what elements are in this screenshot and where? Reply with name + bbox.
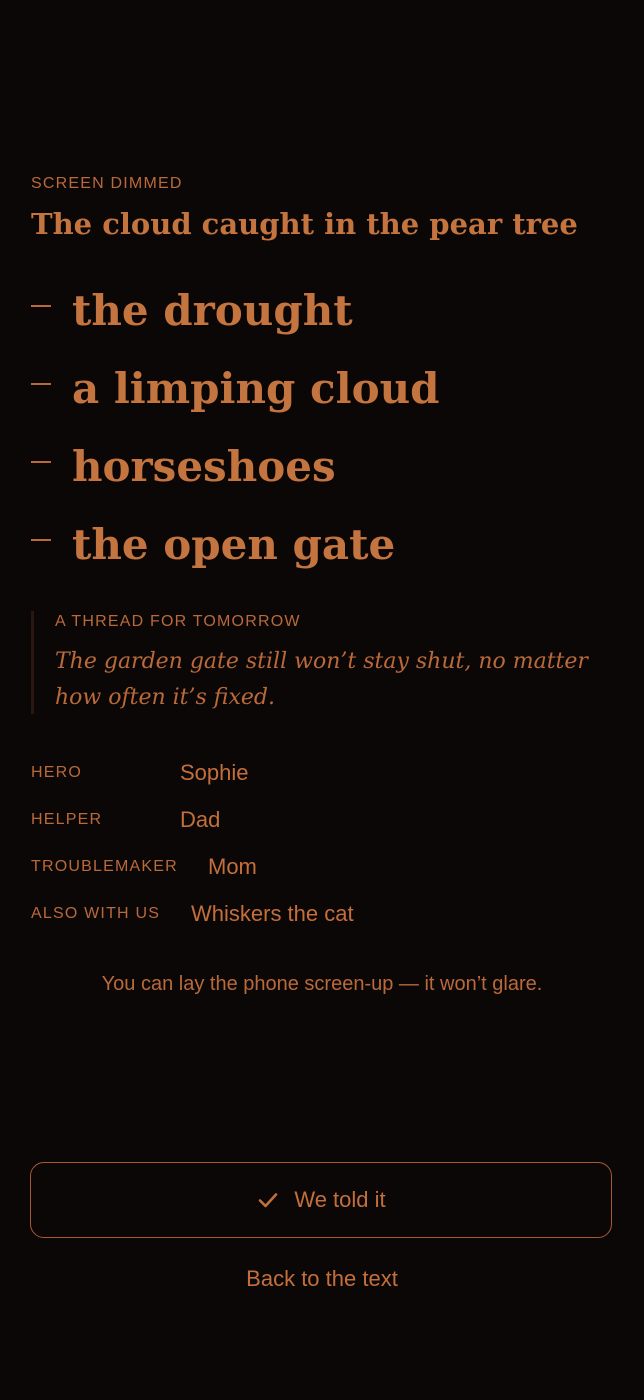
cast-name: Dad [180,807,221,832]
story-beat-text: a limping cloud [72,364,440,413]
story-beats-list [31,280,621,592]
story-title: The cloud caught in the pear tree [31,207,578,241]
cast-role: HERO [31,764,83,781]
cast-name: Sophie [180,760,249,785]
tomorrow-thread [31,611,624,714]
thread-label: A THREAD FOR TOMORROW [55,613,301,630]
cast-role: HELPER [31,811,103,828]
back-to-text-link[interactable]: Back to the text [246,1266,398,1291]
cast-role: TROUBLEMAKER [31,858,178,875]
cast-row-helper [31,807,621,854]
dash-icon [31,383,51,385]
cast-name: Mom [208,854,257,879]
dash-icon [31,305,51,307]
story-beat [31,280,621,358]
cast-row-hero [31,760,621,807]
screen-dimmed-label: SCREEN DIMMED [31,175,183,192]
story-beat-text: the drought [72,286,353,335]
story-beat [31,436,621,514]
cast-list [31,760,621,948]
check-icon [256,1188,280,1212]
cast-name: Whiskers the cat [191,901,354,926]
story-beat [31,514,621,592]
cast-row-also-with-us [31,901,621,948]
dash-icon [31,539,51,541]
story-beat [31,358,621,436]
we-told-it-button[interactable] [30,1162,612,1238]
story-beat-text: horseshoes [72,442,336,491]
cast-role: ALSO WITH US [31,905,161,922]
dash-icon [31,461,51,463]
cast-row-troublemaker [31,854,621,901]
story-beat-text: the open gate [72,520,396,569]
we-told-it-label: We told it [294,1187,386,1212]
screen-up-note: You can lay the phone screen-up — it won’t glare. [101,973,543,995]
thread-text: The garden gate still won’t stay shut, no matter how often it’s fixed. [55,649,588,710]
